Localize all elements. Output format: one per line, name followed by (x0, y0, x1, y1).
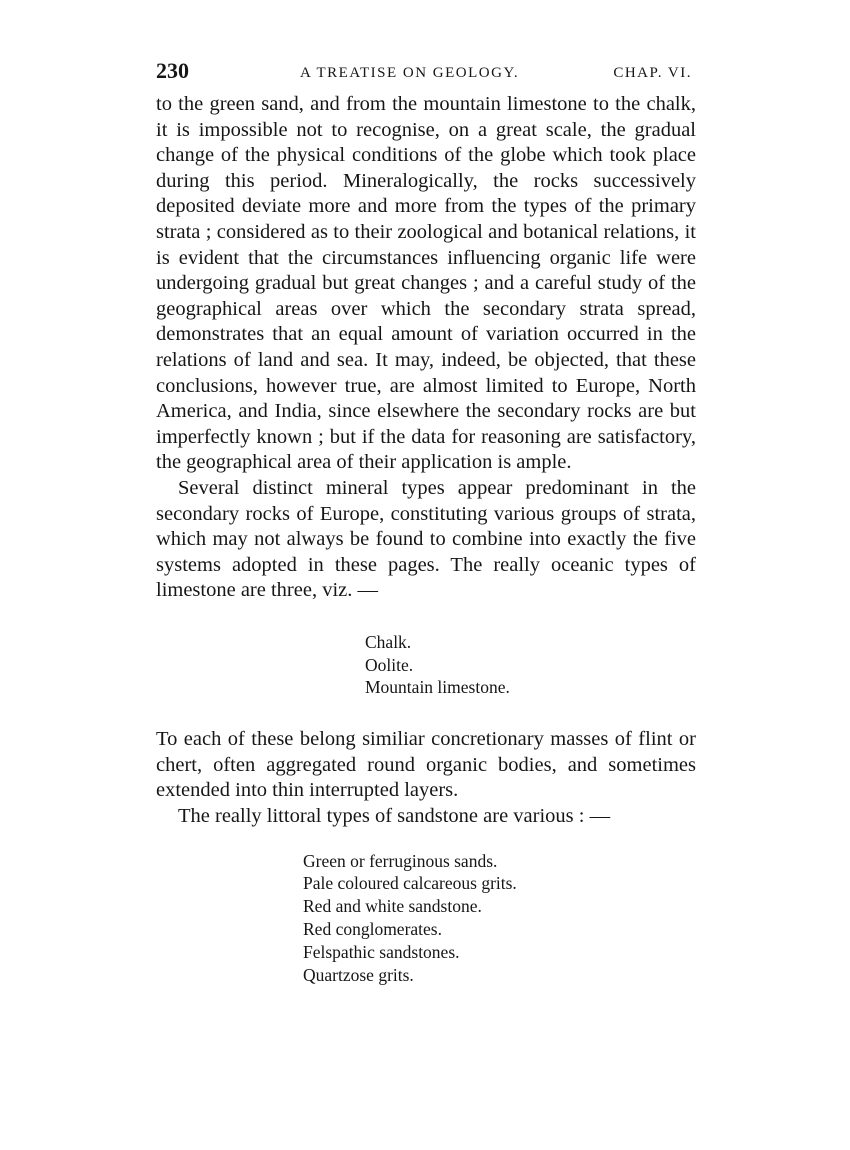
list-item: Chalk. (365, 631, 412, 652)
paragraph-mineral-types: Several distinct mineral types appear predominant in the secondary rocks of Europe, constituting various groups of strata, which may not always be found to combine into exactly the five systems adopted in these pages. The really oceanic types of limestone are three, viz. — (156, 476, 696, 602)
sandstone-types-list (303, 850, 696, 987)
chapter-label: CHAP. VI. (613, 65, 692, 81)
list-item: Oolite. (365, 654, 414, 675)
paragraph-geological-change: to the green sand, and from the mountain limestone to the chalk, it is impossible not to recognise, on a great scale, the gradual change of the physical conditions of the globe which took place during this period. Mineralogically, the rocks successively deposited deviate more and more from the types of the primary strata ; considered as to their zoological and botanical relations, it is evident that the circumstances influencing organic life were undergoing gradual but great changes ; and a careful study of the geographical areas over which the secondary strata spread, demonstrates that an equal amount of variation occurred in the relations of land and sea. It may, indeed, be objected, that these conclusions, however true, are almost limited to Europe, North America, and India, since elsewhere the secondary rocks are but imperfectly known ; but if the data for reasoning are satisfactory, the geographical area of their application is ample. (156, 93, 696, 474)
list-item: Pale coloured calcareous grits. (303, 873, 517, 894)
paragraph-concretionary-masses: To each of these belong similiar concretionary masses of flint or chert, often aggregated round organic bodies, and sometimes extended into thin interrupted layers. (156, 728, 696, 802)
list-item: Quartzose grits. (303, 964, 414, 985)
list-item: Green or ferruginous sands. (303, 850, 498, 871)
paragraph-littoral-types: The really littoral types of sandstone are various : — (178, 805, 611, 828)
limestone-types-list (365, 631, 696, 699)
book-page (156, 58, 696, 986)
book-title: A TREATISE ON GEOLOGY. (300, 65, 520, 81)
list-item: Red and white sandstone. (303, 896, 482, 917)
list-item: Red conglomerates. (303, 919, 442, 940)
page-number: 230 (156, 58, 189, 83)
list-item: Felspathic sandstones. (303, 941, 460, 962)
list-item: Mountain limestone. (365, 677, 510, 698)
running-head (156, 58, 696, 92)
